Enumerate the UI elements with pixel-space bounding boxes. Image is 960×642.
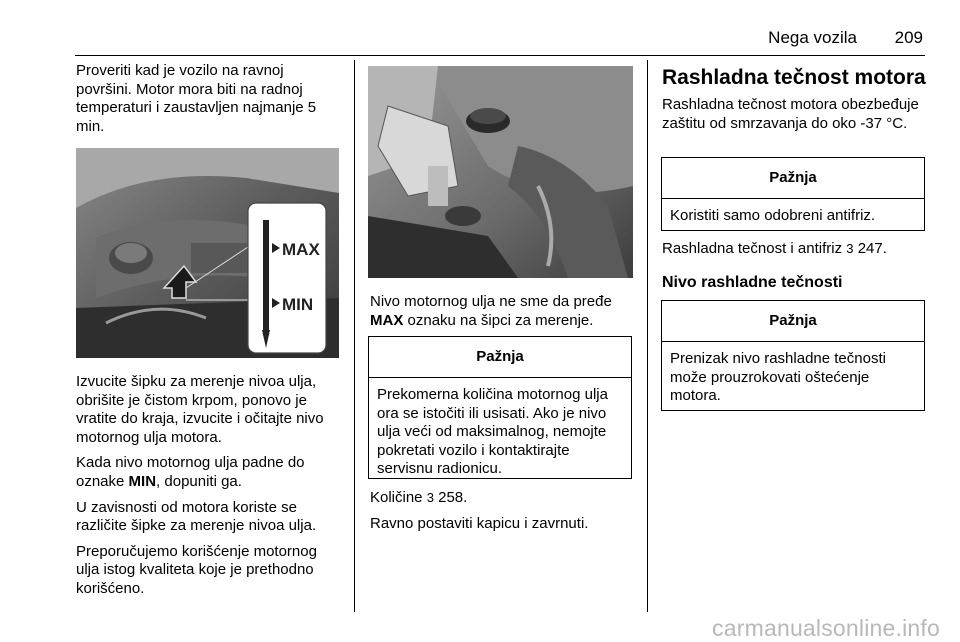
column-divider-right: [647, 60, 648, 612]
watermark: carmanualsonline.info: [712, 615, 940, 641]
page-header: [75, 22, 925, 52]
coolant-reference: [662, 240, 930, 266]
header-rule: [75, 55, 925, 56]
coolant-intro-paragraph: Rashladna tečnost motora obezbeđuje zaštitu od smrzavanja do oko -37 °C.: [662, 96, 919, 132]
notice-box-coolant-level: [661, 300, 925, 411]
notice-body: Prekomerna količina motornog ulja ora se istočiti ili usisati. Ako je nivo ulja veći od maksimalnog, nemojte pokretati vozilo i kontaktirajte servisnu radionicu.: [377, 386, 608, 478]
quantities-reference: Količine 3 258.: [370, 489, 468, 506]
notice-title: Pažnja: [369, 337, 631, 378]
notice-box-antifreeze: [661, 157, 925, 231]
notice-body: Koristiti samo odobreni antifriz.: [670, 207, 876, 224]
middle-caption: [370, 293, 636, 337]
dipstick-min-label: MIN: [282, 295, 314, 314]
page-number: 209: [894, 28, 923, 47]
oil-filling-photo: [368, 66, 633, 278]
dipstick-max-label: MAX: [282, 240, 320, 259]
subheading-coolant-level: Nivo rashladne tečnosti: [662, 274, 843, 291]
section-heading-coolant: Rashladna tečnost motora: [662, 66, 926, 89]
intro-paragraph: Proveriti kad je vozilo na ravnoj površini. Motor mora biti na radnoj temperaturi i zaustavljen najmanje 5 min.: [76, 62, 317, 135]
dipstick-variants-paragraph: U zavisnosti od motora koriste se različite šipke za merenje nivoa ulja.: [76, 498, 317, 535]
coolant-intro: [662, 96, 930, 140]
notice-body: Prenizak nivo rashladne tečnosti može prouzrokovati oštećenje motora.: [670, 350, 886, 405]
min-emphasis: MIN: [128, 472, 157, 490]
min-level-paragraph: Kada nivo motornog ulja padne do oznake MIN, dopuniti ga.: [76, 454, 305, 490]
antifreeze-reference: Rashladna tečnost i antifriz 3 247.: [662, 240, 887, 257]
page-title: Nega vozila: [768, 28, 857, 47]
left-column-body: [76, 373, 342, 606]
oil-recommendation-paragraph: Preporučujemo korišćenje motornog ulja istog kvaliteta koje je prethodno korišćeno.: [76, 542, 317, 597]
cap-instruction: Ravno postaviti kapicu i zavrnuti.: [370, 514, 589, 532]
column-divider-left: [354, 60, 355, 612]
oil-filling-illustration: [368, 66, 633, 278]
max-emphasis: MAX: [370, 311, 404, 329]
max-level-caption: Nivo motornog ulja ne sme da pređe MAX oznaku na šipci za merenje.: [370, 293, 612, 329]
pull-dipstick-paragraph: Izvucite šipku za merenje nivoa ulja, obrišite je čistom krpom, ponovo je vratite do kraja, izvucite i očitajte nivo motornog ulja motora.: [76, 373, 324, 446]
page-ref-icon: 3: [426, 490, 434, 505]
notice-title: Pažnja: [662, 158, 924, 199]
notice-box-oil: [368, 336, 632, 479]
left-column: [76, 62, 342, 143]
engine-dipstick-illustration: [76, 148, 339, 358]
middle-footer: [370, 489, 636, 540]
notice-title: Pažnja: [662, 301, 924, 342]
engine-dipstick-photo: [76, 148, 339, 358]
page-ref-icon: 3: [846, 241, 854, 256]
